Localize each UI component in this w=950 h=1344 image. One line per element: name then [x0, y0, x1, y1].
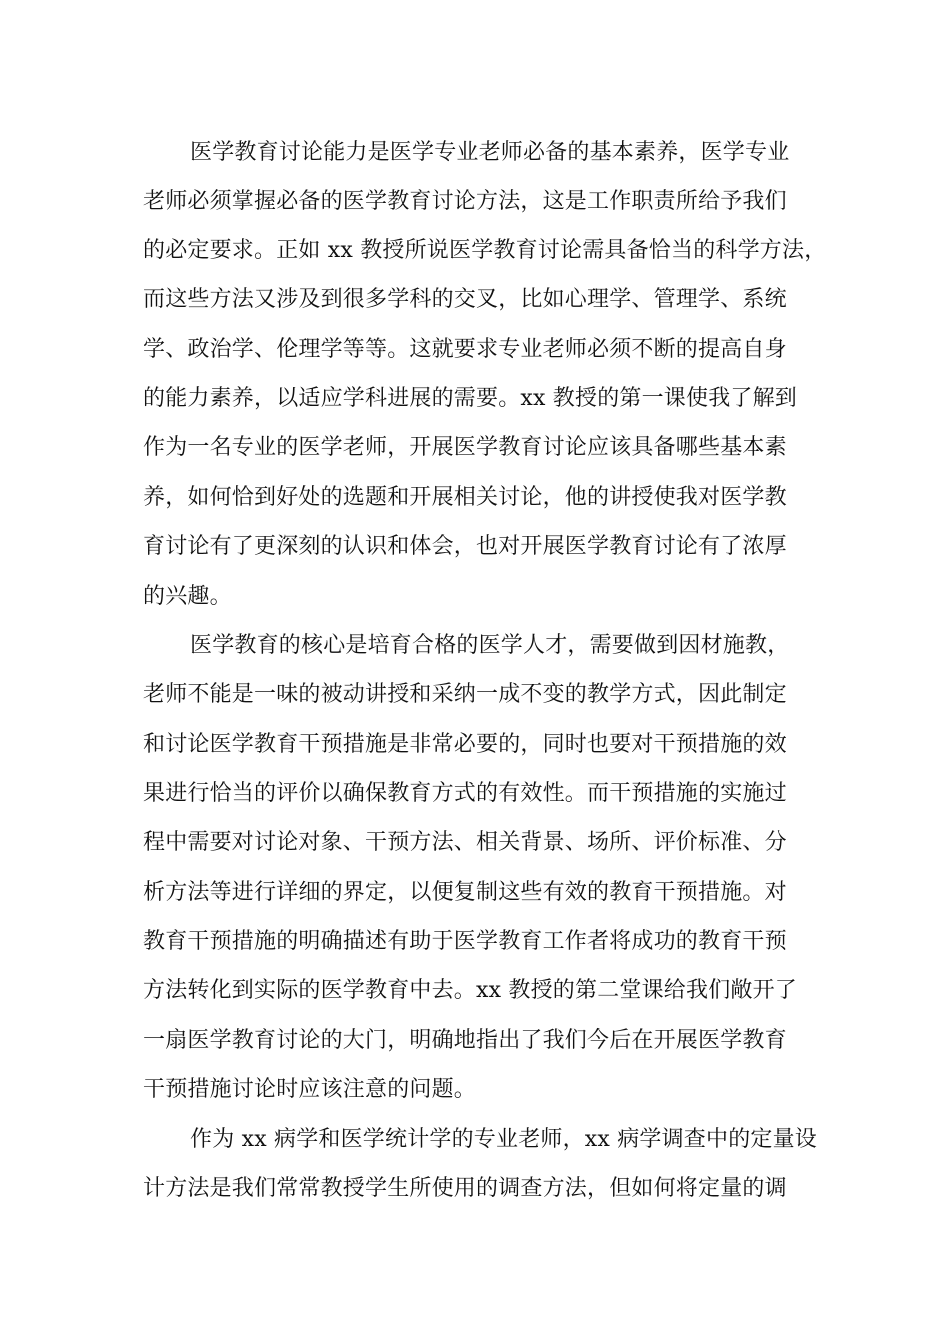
text-line: 作为一名专业的医学老师，开展医学教育讨论应该具备哪些基本素: [143, 435, 787, 460]
text-line: 作为 xx 病学和医学统计学的专业老师，xx 病学调查中的定量设: [190, 1127, 818, 1152]
text-line: 程中需要对讨论对象、干预方法、相关背景、场所、评价标准、分: [143, 830, 787, 855]
text-line: 的必定要求。正如 xx 教授所说医学教育讨论需具备恰当的科学方法，: [143, 238, 827, 263]
text-line: 育讨论有了更深刻的认识和体会，也对开展医学教育讨论有了浓厚: [143, 534, 787, 559]
text-line: 老师不能是一味的被动讲授和采纳一成不变的教学方式，因此制定: [143, 682, 787, 707]
text-line: 教育干预措施的明确描述有助于医学教育工作者将成功的教育干预: [143, 929, 787, 954]
text-line: 方法转化到实际的医学教育中去。xx 教授的第二堂课给我们敞开了: [143, 978, 798, 1003]
text-line: 和讨论医学教育干预措施是非常必要的，同时也要对干预措施的效: [143, 732, 787, 757]
text-line: 而这些方法又涉及到很多学科的交叉，比如心理学、管理学、系统: [143, 287, 787, 312]
text-line: 学、政治学、伦理学等等。这就要求专业老师必须不断的提高自身: [143, 337, 787, 362]
text-line: 的能力素养，以适应学科进展的需要。xx 教授的第一课使我了解到: [143, 386, 798, 411]
text-line: 医学教育的核心是培育合格的医学人才，需要做到因材施教，: [190, 633, 790, 658]
text-line: 养，如何恰到好处的选题和开展相关讨论，他的讲授使我对医学教: [143, 485, 787, 510]
text-line: 一扇医学教育讨论的大门，明确地指出了我们今后在开展医学教育: [143, 1028, 787, 1053]
text-line: 干预措施讨论时应该注意的问题。: [143, 1077, 477, 1102]
text-line: 的兴趣。: [143, 584, 232, 609]
text-line: 析方法等进行详细的界定，以便复制这些有效的教育干预措施。对: [143, 880, 787, 905]
text-line: 老师必须掌握必备的医学教育讨论方法，这是工作职责所给予我们: [143, 189, 787, 214]
text-line: 果进行恰当的评价以确保教育方式的有效性。而干预措施的实施过: [143, 781, 787, 806]
text-line: 医学教育讨论能力是医学专业老师必备的基本素养，医学专业: [190, 140, 790, 165]
text-line: 计方法是我们常常教授学生所使用的调查方法，但如何将定量的调: [143, 1176, 787, 1201]
